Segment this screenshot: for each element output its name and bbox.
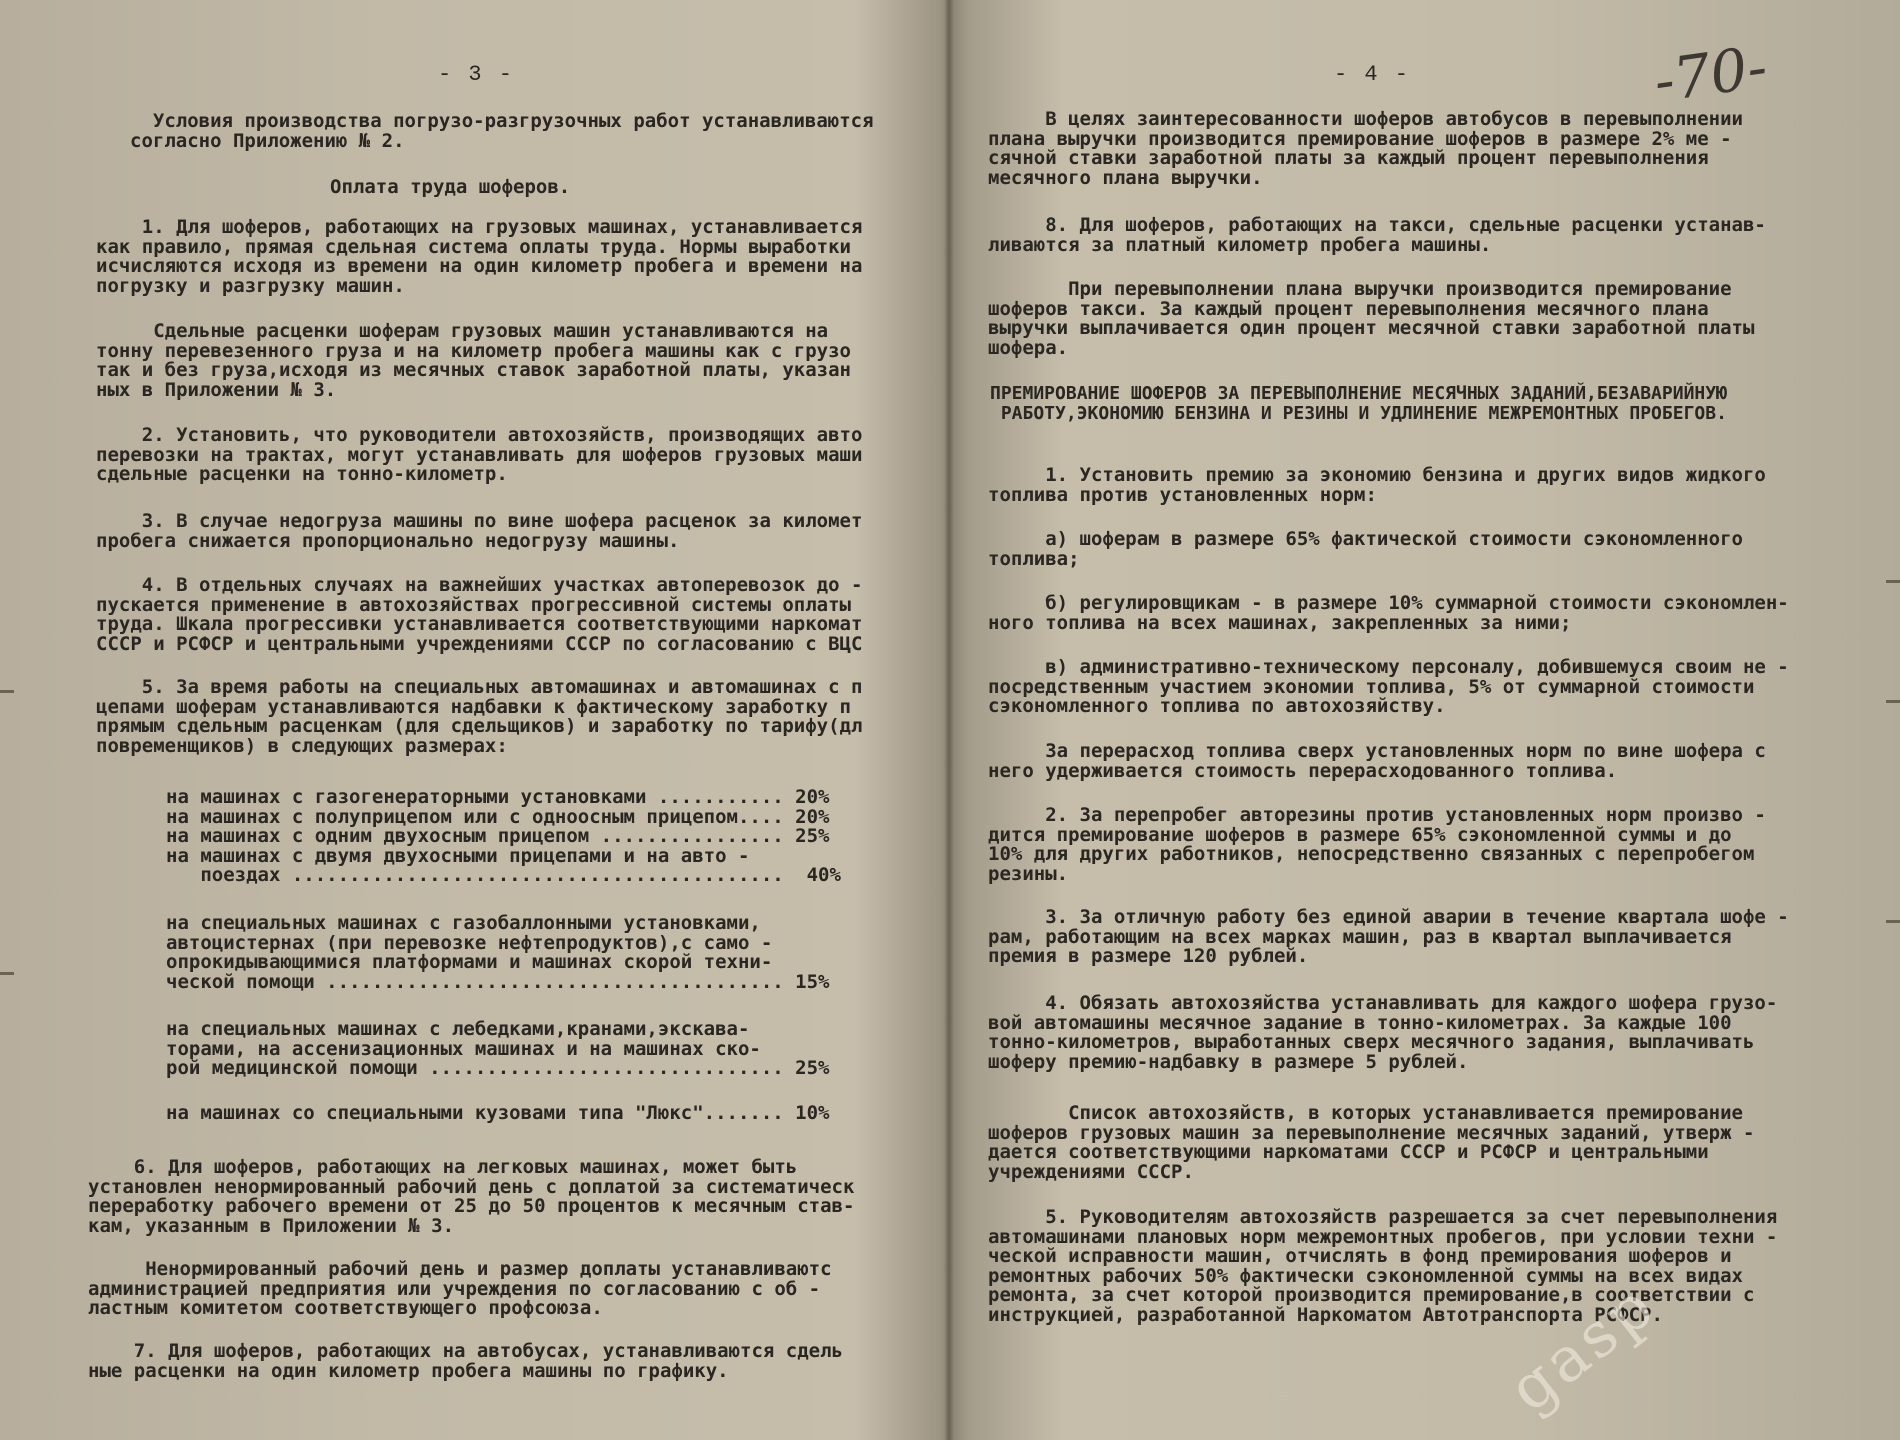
- page-number: - 4 -: [1334, 62, 1411, 87]
- margin-mark: [0, 690, 14, 693]
- bonus-paragraph-1: 1. Установить премию за экономию бензина и других видов жидкого топлива против установленных норм:: [988, 464, 1766, 506]
- section-header-bonuses: ПРЕМИРОВАНИЕ ШОФЕРОВ ЗА ПЕРЕВЫПОЛНЕНИЕ МЕСЯЧНЫХ ЗАДАНИЙ,БЕЗАВАРИЙНУЮ РАБОТУ,ЭКОНОМИЮ БЕНЗИНА И РЕЗИНЫ И УДЛИНЕНИЕ МЕЖРЕМОНТНЫХ ПРОБЕГОВ.: [990, 383, 1727, 424]
- margin-mark: [1886, 920, 1900, 923]
- bonus-1c: в) административно-техническому персоналу, добившемуся своим не - посредственным участием экономии топлива, 5% от суммарной стоимости сэкономленного топлива по автохозяйству.: [988, 656, 1789, 717]
- section-title: Оплата труда шоферов.: [330, 176, 571, 198]
- enterprise-list-paragraph: Список автохозяйств, в которых устанавливается премирование шоферов грузовых машин за перевыполнение месячных заданий, утверж - дается соответствующими наркоматами СССР и РСФСР и центральными учреждениями СССР.: [988, 1102, 1755, 1183]
- paragraph-6: 6. Для шоферов, работающих на легковых машинах, может быть установлен ненормированный рабочий день с доплатой за систематическ переработку рабочего времени от 25 до 50 процентов к месячным став- кам, указанным в Приложении № 3.: [88, 1156, 855, 1237]
- surcharge-list-4: на машинах со специальными кузовами типа "Люкс"....... 10%: [166, 1102, 830, 1124]
- surcharge-list-2: на специальных машинах с газобаллонными установками, автоцистернах (при перевозке нефтепродуктов),с само - опрокидывающимися платформами и машинах скорой техни- ческой помощи ........................................ 15%: [166, 912, 830, 993]
- paragraph-intro: Условия производства погрузо-разгрузочных работ устанавливаются согласно Приложению № 2.: [130, 110, 874, 152]
- bonus-paragraph-3: 3. За отличную работу без единой аварии в течение квартала шофе - рам, работающим на всех марках машин, раз в квартал выплачивается премия в размере 120 рублей.: [988, 906, 1789, 967]
- margin-mark: [1886, 580, 1900, 583]
- left-page: [0, 0, 944, 1440]
- paragraph-2: 2. Установить, что руководители автохозяйств, производящих авто перевозки на трактах, могут устанавливать для шоферов грузовых маши сдельные расценки на тонно-километр.: [96, 424, 863, 485]
- paragraph-8: 8. Для шоферов, работающих на такси, сдельные расценки устанав- ливаются за платный километр пробега машины.: [988, 214, 1766, 256]
- bonus-1b: б) регулировщикам - в размере 10% суммарной стоимости сэкономлен- ного топлива на всех машинах, закрепленных за ними;: [988, 592, 1789, 634]
- handwritten-folio-number: -70-: [1649, 32, 1772, 116]
- fuel-overuse: За перерасход топлива сверх установленных норм по вине шофера с него удерживается стоимость перерасходованного топлива.: [988, 740, 1766, 782]
- paragraph-1: 1. Для шоферов, работающих на грузовых машинах, устанавливается как правило, прямая сдельная система оплаты труда. Нормы выработки исчисляются исходя из времени на один километр пробега и времени на погрузку и разгрузку машин.: [96, 216, 863, 297]
- bonus-paragraph-2: 2. За перепробег авторезины против установленных норм произво - дится премирование шоферов в размере 65% сэкономленной суммы и до 10% для других работников, непосредственно связанных с перепробегом резины.: [988, 804, 1766, 885]
- book-gutter: [944, 0, 954, 1440]
- paragraph-6-extra: Ненормированный рабочий день и размер доплаты устанавливаютс администрацией предприятия или учреждения по согласованию с об - ластным комитетом соответствующего профсоюза.: [88, 1258, 832, 1319]
- paragraph-5: 5. За время работы на специальных автомашинах и автомашинах с п цепами шоферам устанавливаются надбавки к фактическому заработку п прямым сдельным расценкам (для сдельщиков) и заработку по тарифу(дл повременщиков) в следующих размерах:: [96, 676, 863, 757]
- paragraph-8-taxi: При перевыполнении плана выручки производится премирование шоферов такси. За каждый процент перевыполнения месячного плана выручки выплачивается один процент месячной ставки заработной платы шофера.: [988, 278, 1755, 359]
- watermark: gasp: [1494, 1267, 1670, 1426]
- paragraph-1-rates: Сдельные расценки шоферам грузовых машин устанавливаются на тонну перевезенного груза и на километр пробега машины как с грузо так и без груза,исходя из месячных ставок заработной платы, указан ных в Приложении № 3.: [96, 320, 851, 401]
- bonus-paragraph-5: 5. Руководителям автохозяйств разрешается за счет перевыполнения автомашинами плановых норм межремонтных пробегов, при условии техни - ческой исправности машин, отчислять в фонд премирования шоферов и ремонтных рабочих 50% фактически сэкономленной суммы на всех видах ремонта, за счет которой производится премирование,в соответствии с инструкцией, разработанной Наркоматом Автотранспорта РСФСР.: [988, 1206, 1778, 1326]
- paragraph-bus-bonus: В целях заинтересованности шоферов автобусов в перевыполнении плана выручки производится премирование шоферов в размере 2% ме - сячной ставки заработной платы за каждый процент перевыполнения месячного плана выручки.: [988, 108, 1743, 189]
- right-page: [954, 0, 1900, 1440]
- bonus-paragraph-4: 4. Обязать автохозяйства устанавливать для каждого шофера грузо- вой автомашины месячное задание в тонно-километрах. За каждые 100 тонно-километров, выработанных сверх месячного задания, выплачивать шоферу премию-надбавку в размере 5 рублей.: [988, 992, 1778, 1073]
- paragraph-7: 7. Для шоферов, работающих на автобусах, устанавливаются сдель ные расценки на один километр пробега машины по графику.: [88, 1340, 843, 1382]
- margin-mark: [1886, 700, 1900, 703]
- surcharge-list-3: на специальных машинах с лебедками,кранами,экскава- торами, на ассенизационных машинах и на машинах ско- рой медицинской помощи ............................... 25%: [166, 1018, 830, 1079]
- bonus-1a: а) шоферам в размере 65% фактической стоимости сэкономленного топлива;: [988, 528, 1743, 570]
- paragraph-4: 4. В отдельных случаях на важнейших участках автоперевозок до - пускается применение в автохозяйствах прогрессивной системы оплаты труда. Шкала прогрессивки устанавливается соответствующими наркомат СССР и РСФСР и центральными учреждениями СССР по согласованию с ВЦС: [96, 574, 863, 655]
- surcharge-list-1: на машинах с газогенераторными установками ........... 20% на машинах с полуприцепом или с одноосным прицепом.... 20% на машинах с одним двухосным прицепом ................ 25% на машинах с двумя двухосными прицепами и на авто - поездах ........................................... 40%: [166, 786, 841, 886]
- paragraph-3: 3. В случае недогруза машины по вине шофера расценок за километ пробега снижается пропорционально недогрузу машины.: [96, 510, 863, 552]
- page-number: - 3 -: [438, 62, 515, 87]
- margin-mark: [0, 972, 14, 975]
